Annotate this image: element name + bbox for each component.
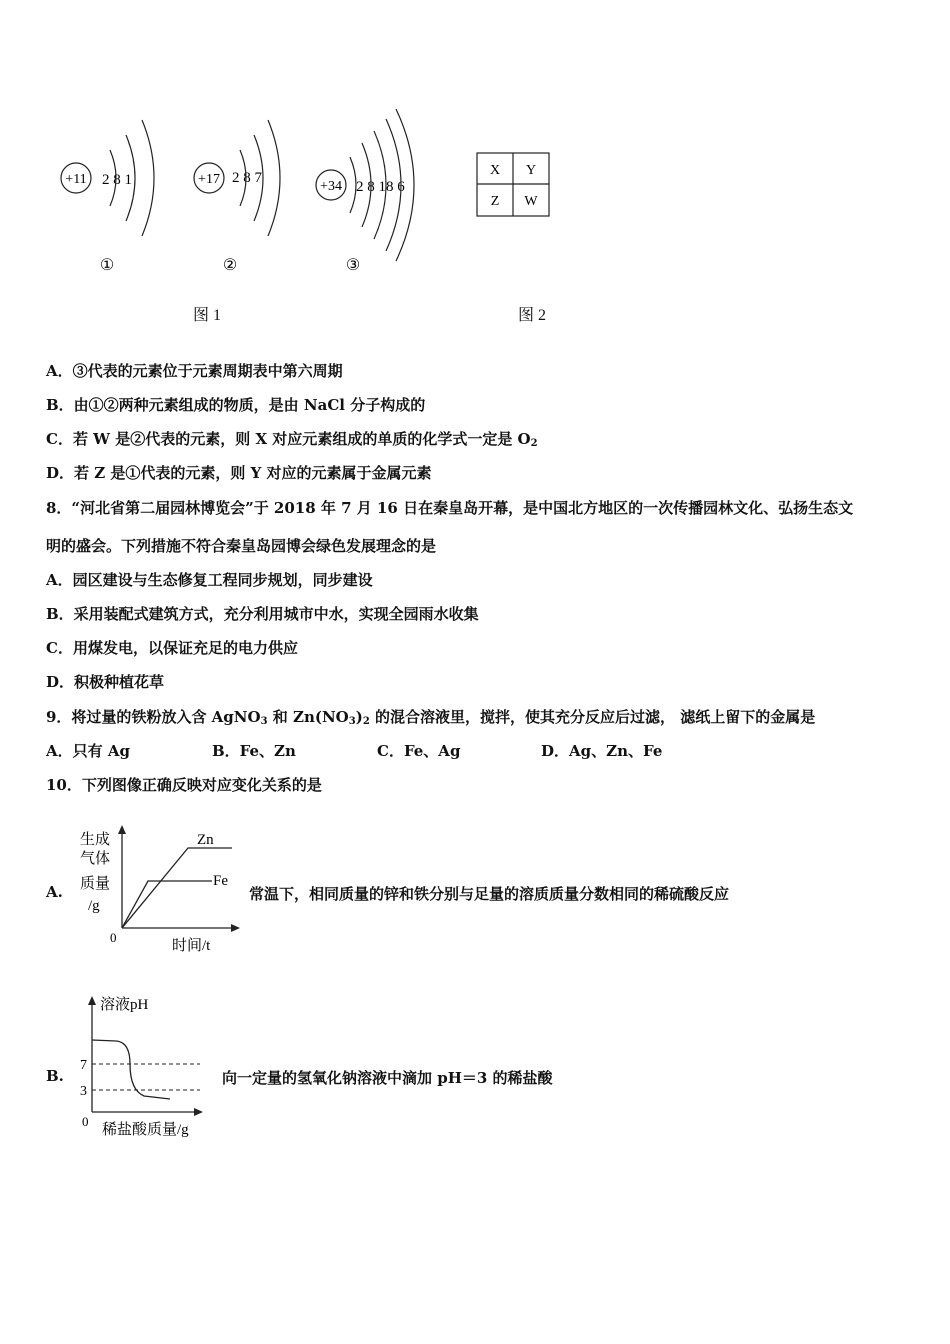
atom-1-nucleus: +11 [65, 172, 87, 187]
q9-option-c: C．Fe、Ag [377, 742, 461, 760]
figure-1-atom-diagrams [50, 105, 430, 285]
grid-cell-y: Y [525, 163, 537, 178]
atom-diagram-1 [61, 120, 154, 274]
graph-a-zn-label: Zn [197, 832, 214, 848]
q7-option-d: D．若 Z 是①代表的元素，则 Y 对应的元素属于金属元素 [46, 464, 432, 482]
q9-subscript-2: 3 [348, 716, 356, 727]
q10-option-b-letter: B. [46, 1067, 64, 1085]
figure-1-caption: 图 1 [193, 307, 222, 324]
atom-2-label: ② [222, 257, 238, 274]
q9-stem-part-2: 和 Zn(NO [267, 708, 349, 726]
q9-option-b: B．Fe、Zn [212, 742, 296, 760]
figure-2-periodic-grid [476, 152, 552, 218]
q10-option-a-letter: A. [46, 883, 63, 901]
graph-b-ylabel: 溶液pH [100, 997, 149, 1013]
atom-2-nucleus: +17 [198, 172, 220, 187]
q10-option-a-text: 常温下，相同质量的锌和铁分别与足量的溶质质量分数相同的稀硫酸反应 [249, 885, 730, 903]
q10-graph-a [76, 822, 246, 957]
q9-stem-part-1: 9．将过量的铁粉放入含 AgNO [46, 708, 261, 726]
grid-cell-x: X [489, 163, 501, 178]
graph-b-origin: 0 [82, 1114, 89, 1129]
graph-b-tick-3: 3 [80, 1084, 87, 1099]
graph-a-ylabel-3: 质量 [80, 876, 111, 892]
q10-stem: 10．下列图像正确反映对应变化关系的是 [46, 776, 322, 794]
graph-b-xlabel: 稀盐酸质量/g [102, 1122, 189, 1138]
q9-option-d: D．Ag、Zn、Fe [541, 742, 663, 760]
q9-subscript-1: 3 [260, 716, 268, 727]
atom-diagram-2 [194, 120, 280, 274]
atom-3-electrons: 2 8 18 6 [356, 179, 405, 195]
graph-a-fe-label: Fe [213, 873, 228, 889]
graph-a-xlabel: 时间/t [172, 938, 211, 954]
q8-option-d: D．积极种植花草 [46, 673, 165, 691]
graph-b-tick-7: 7 [80, 1058, 87, 1073]
q7-option-a: A．③代表的元素位于元素周期表中第六周期 [46, 362, 343, 380]
q8-option-b: B．采用装配式建筑方式，充分利用城市中水，实现全园雨水收集 [46, 605, 479, 623]
atom-2-electrons: 2 8 7 [232, 170, 262, 186]
q7-option-b: B．由①②两种元素组成的物质，是由 NaCl 分子构成的 [46, 396, 426, 414]
graph-a-ylabel-2: 气体 [80, 851, 111, 867]
graph-a-ylabel-1: 生成 [80, 832, 111, 848]
q9-stem-part-3: ) [355, 708, 363, 726]
atom-1-label: ① [99, 257, 115, 274]
grid-cell-z: Z [490, 194, 500, 209]
q8-option-c: C．用煤发电，以保证充足的电力供应 [46, 639, 298, 657]
graph-a-ylabel-4: /g [88, 898, 100, 914]
grid-cell-w: W [524, 194, 538, 209]
q10-option-b-text: 向一定量的氢氧化钠溶液中滴加 pH＝3 的稀盐酸 [222, 1069, 553, 1087]
q8-option-a: A．园区建设与生态修复工程同步规划，同步建设 [46, 571, 373, 589]
q8-stem-line-2: 明的盛会。下列措施不符合秦皇岛园博会绿色发展理念的是 [46, 537, 437, 555]
graph-a-origin: 0 [110, 930, 117, 945]
figure-2-caption: 图 2 [518, 307, 547, 324]
q7-option-c-subscript: 2 [530, 438, 538, 449]
q9-stem [46, 706, 815, 727]
graph-a-fe-curve [122, 881, 212, 928]
atom-3-nucleus: +34 [320, 179, 342, 194]
q9-option-a: A．只有 Ag [46, 742, 130, 760]
q7-option-c [46, 428, 538, 449]
atom-1-electrons: 2 8 1 [102, 172, 132, 188]
q7-option-c-text: C．若 W 是②代表的元素，则 X 对应元素组成的单质的化学式一定是 O [46, 430, 531, 448]
q10-graph-b [72, 990, 212, 1140]
q9-subscript-3: 2 [362, 716, 370, 727]
atom-3-label: ③ [345, 257, 361, 274]
q8-stem-line-1: 8．“河北省第二届园林博览会”于 2018 年 7 月 16 日在秦皇岛开幕，是中国北方地区的一次传播园林文化、弘扬生态文 [46, 499, 854, 517]
q9-stem-part-4: 的混合溶液里，搅拌，使其充分反应后过滤， 滤纸上留下的金属是 [369, 708, 816, 726]
atom-diagram-3 [316, 109, 414, 274]
